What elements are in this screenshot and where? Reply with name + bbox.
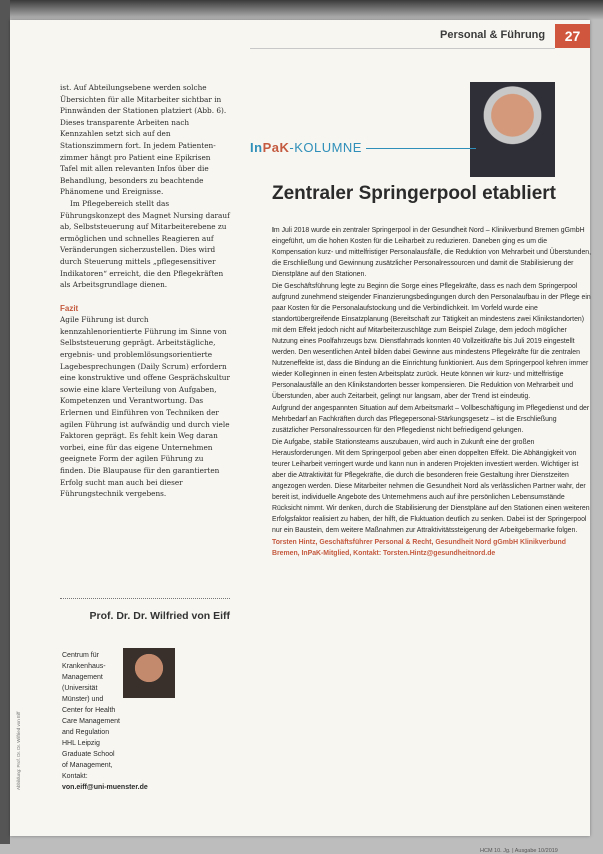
article-paragraph-3: Aufgrund der angespannten Situation auf dem Arbeitsmarkt – Vollbeschäftigung im Pflegedienst und der Mehrbedarf an Fachkräften durch das Pflegepersonal-Stärkungsgesetz – ist die Erschließung zusätzlicher Personalressourcen für den Pflegedienst nicht befriedigend gelungen. [272,405,590,434]
column-label-text: -KOLUMNE [289,140,362,155]
page-footer: HCM 10. Jg. | Ausgabe 10/2019 [480,848,558,854]
fazit-text: Agile Führung ist durch kennzahlenorientierte Führung im Sinne von Selbststeuerung geprägt. Arbeitstägliche, ergebnis- und problemlösungsorientierte Lagebesprechungen (Daily Scrum) erfordern eine konstruktive und offene Gesprächskultur sowie eine klare Verteilung von Aufgaben, Kompetenzen und Verantwortung. Das Erlernen und Einführen von Techniken der agilen Führung ist aufwändig und durch viele Faktoren geprägt. Es fehlt kein Weg daran vorbei, eine für das eigene Unternehmen geeignete Form der agilen Führung zu finden. Die Blaupause für den garantierten Erfolg sucht man auch bei dieser Führungstechnik vergebens. [60,315,230,499]
article-signature: Torsten Hintz, Geschäftsführer Personal & Recht, Gesundheit Nord gGmbH Klinikverbund Bremen, InPaK-Mitglied, Kontakt: Torsten.Hintz@gesundheitnord.de [272,539,566,557]
author-email[interactable]: von.eiff@uni-muenster.de [62,784,148,791]
fazit-heading: Fazit [60,303,79,313]
binder-edge [0,0,10,844]
left-paragraph-2: Im Pflegebereich stellt das Führungskonzept des Magnet Nursing darauf ab, Selbststeuerung auf Mitarbeiterebene zu ermöglichen und schnelles Reagieren auf Veränderungen sicherzustellen. Dies wird durch Steuerung mittels „pflegesensitiver Indikatoren“ erreicht, die den Pflegekräften als Arbeitsgrundlage dienen. [60,198,230,290]
article-title: Zentraler Springerpool etabliert [272,183,556,204]
author-bio-text: Centrum für Krankenhaus-Management (Universität Münster) und Center for Health Care Management and Regulation HHL Leipzig Graduate School of Management, Kontakt: [62,652,120,780]
section-title: Personal & Führung [440,29,546,41]
article-paragraph-1: Im Juli 2018 wurde ein zentraler Springerpool in der Gesundheit Nord – Klinikverbund Bremen gGmbH eingeführt, um die hohen Kosten für die Leiharbeit zu reduzieren. Daneben ging es um die Kompensation kurz- und mittelfristiger Personalausfälle, die Reduktion von Mehrarbeit und Überstunden, die Erschließung und Gewinnung zusätzlicher Personalressourcen und damit die Stabilisierung der Dienstpläne auf den Stationen. [272,227,592,278]
inpak-logo: InPaK [250,140,290,155]
page-number: 27 [555,24,590,48]
page-top-shadow [0,0,603,20]
photo-credit: Abbildung: Prof. Dr. Dr. Wilfried von Eiff [16,711,21,790]
author-bio [62,650,232,793]
columnist-photo [470,82,555,177]
column-label-rule [366,148,476,149]
left-paragraph-1: ist. Auf Abteilungsebene werden solche Übersichten für alle Mitarbeiter sichtbar in Pinnwänden der Stationen platziert (Abb. 6). Dieses transparente Arbeiten nach Kennzahlen setzt sich auf den Stationszimmern fort. In jedem Patienten-zimmer hängt pro Patient eine Epikrisen Tafel mit allen relevanten Infos über die Behandlung, besonders zu beachtende Phänomene und Ereignisse. [60,83,227,197]
left-column [60,82,230,500]
magazine-page [10,20,592,854]
column-label [250,140,476,155]
article-paragraph-2: Die Geschäftsführung legte zu Beginn die Sorge eines Pflegekräfte, dass es nach dem Springerpool aufgrund zunehmend steigender Finanzierungsbedingungen durch den Personalaufbau in der Pflege ein paar Kosten für die Personalaufstockung und die Verbindlichkeit. Im Vorfeld wurde eine standortübergreifende Einsatzplanung (Bereitschaft zur Tätigkeit an mindestens zwei Klinikstandorten) mit dem Effekt jedoch nicht auf Mitarbeiterzuschläge zum Beispiel Zulage, dem jedoch möglicher Nutzung eines Poolfahrzeugs bzw. Dienstfahrrads konnten 40 Vollzeitkräfte bis Juli 2019 eingestellt werden. Den wesentlichen Anteil bilden dabei Gewinne aus mindestens Pflegekräfte für die zentralen Nutzeneffekte ist, dass die Bindung an die Einrichtung funktioniert. Aus dem Springerpool kehren immer wieder Kolleginnen in einen festen Arbeitsplatz zurück. Heute können wir kurz- und mittelfristige Personalausfälle an den Klinikstandorten besser kompensieren. Die Reduktion von Mehrarbeit und Überstunden, aber auch Zeitarbeit, gelingt nur langsam, aber der Trend ist eindeutig. [272,283,591,400]
article-body [272,225,592,560]
author-separator [60,598,230,599]
author-name: Prof. Dr. Dr. Wilfried von Eiff [89,610,230,622]
header-rule [250,48,555,49]
drop-cap: I [272,227,274,234]
article-paragraph-4: Die Aufgabe, stabile Stationsteams auszubauen, wird auch in Zukunft eine der großen Herausforderungen. Mit dem Springerpool geben aber einen doppelten Effekt. Die Abhängigkeit von teurer Leiharbeit verringert wurde und kann nun in anderen Projekten investiert werden. Wichtiger ist aber die Attraktivität für Pflegekräfte, die durch die besonderen freie Gestaltung ihrer Dienstzeiten angezogen werden. Diese Mitarbeiter nehmen die Gesundheit Nord als verlässlichen Partner wahr, der bereit ist, individuelle Angebote des Unternehmens auch auf ihre persönlichen Lebensumstände Rücksicht nimmt. Wir denken, durch die Stabilisierung der Dienstpläne auf den Stationen einen weiteren Erfolgsfaktor realisiert zu haben, der hilft, die Fluktuation deutlich zu senken. Dabei ist der Springerpool nur ein Baustein, dem weitere Maßnahmen zur Attraktivitätssteigerung der Arbeitgebermarke folgen. [272,439,590,534]
